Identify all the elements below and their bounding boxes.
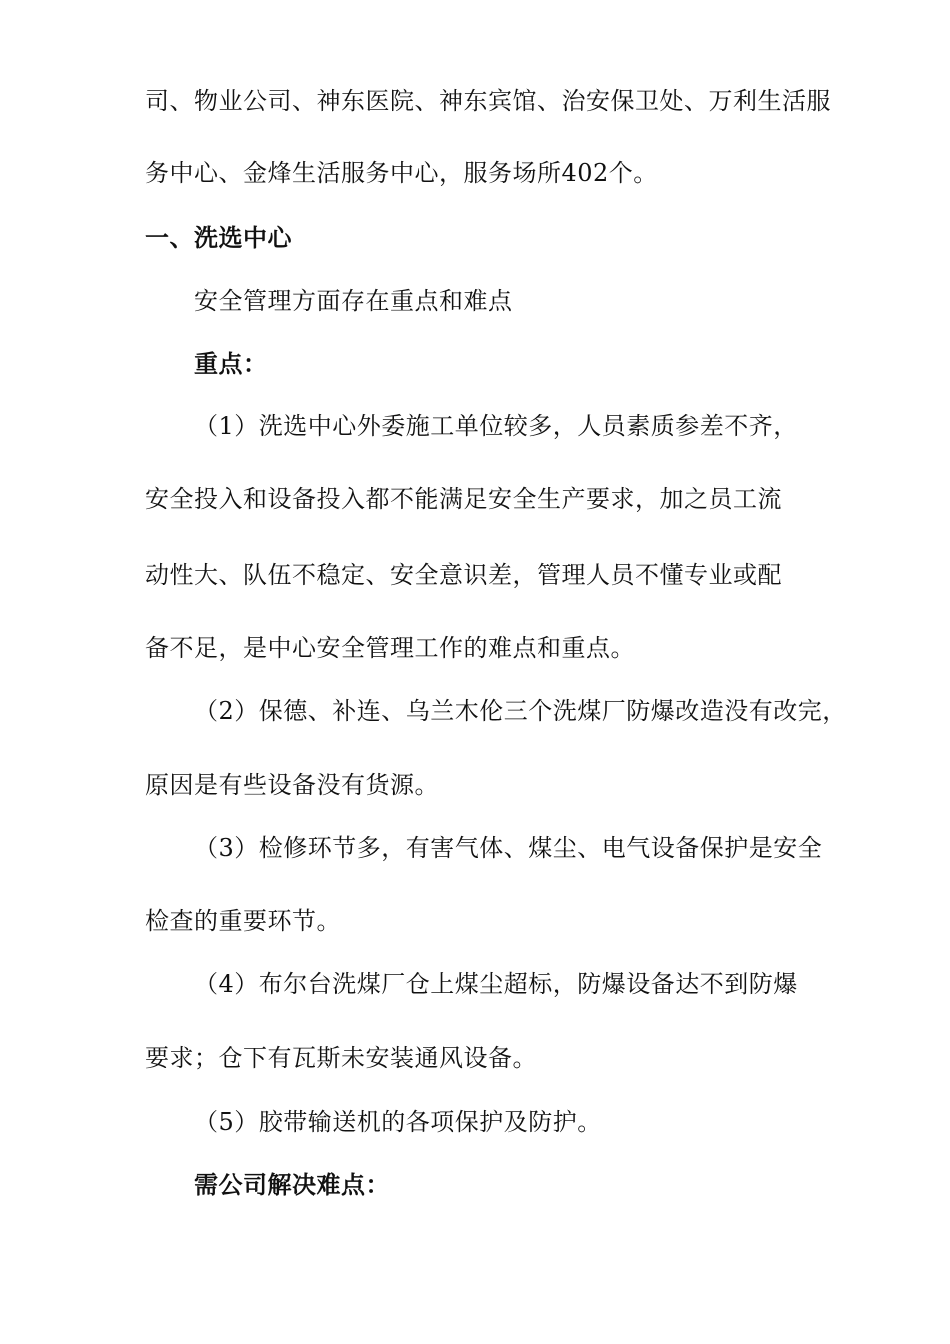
paragraph-line: 司、物业公司、神东医院、神东宾馆、治安保卫处、万利生活服 bbox=[145, 87, 831, 115]
list-item-line: （1）洗选中心外委施工单位较多，人员素质参差不齐， bbox=[194, 412, 798, 440]
subheading-key-points: 重点： bbox=[194, 350, 268, 378]
paragraph-line: 务中心、金烽生活服务中心，服务场所402个。 bbox=[145, 159, 658, 187]
list-item-line: 安全投入和设备投入都不能满足安全生产要求，加之员工流 bbox=[145, 485, 782, 513]
list-item-line: （2）保德、补连、乌兰木伦三个洗煤厂防爆改造没有改完， bbox=[194, 697, 847, 725]
list-item-line: 备不足，是中心安全管理工作的难点和重点。 bbox=[145, 634, 635, 662]
list-item-line: （3）检修环节多，有害气体、煤尘、电气设备保护是安全 bbox=[194, 834, 823, 862]
subheading-company-issues: 需公司解决难点： bbox=[194, 1171, 390, 1199]
list-item-line: 要求；仓下有瓦斯未安装通风设备。 bbox=[145, 1044, 537, 1072]
paragraph-line: 安全管理方面存在重点和难点 bbox=[194, 287, 513, 315]
list-item-line: （4）布尔台洗煤厂仓上煤尘超标，防爆设备达不到防爆 bbox=[194, 970, 798, 998]
list-item-line: 动性大、队伍不稳定、安全意识差，管理人员不懂专业或配 bbox=[145, 561, 782, 589]
list-item-line: （5）胶带输送机的各项保护及防护。 bbox=[194, 1108, 602, 1136]
list-item-line: 检查的重要环节。 bbox=[145, 907, 341, 935]
list-item-line: 原因是有些设备没有货源。 bbox=[145, 771, 439, 799]
section-heading: 一、洗选中心 bbox=[145, 224, 292, 252]
